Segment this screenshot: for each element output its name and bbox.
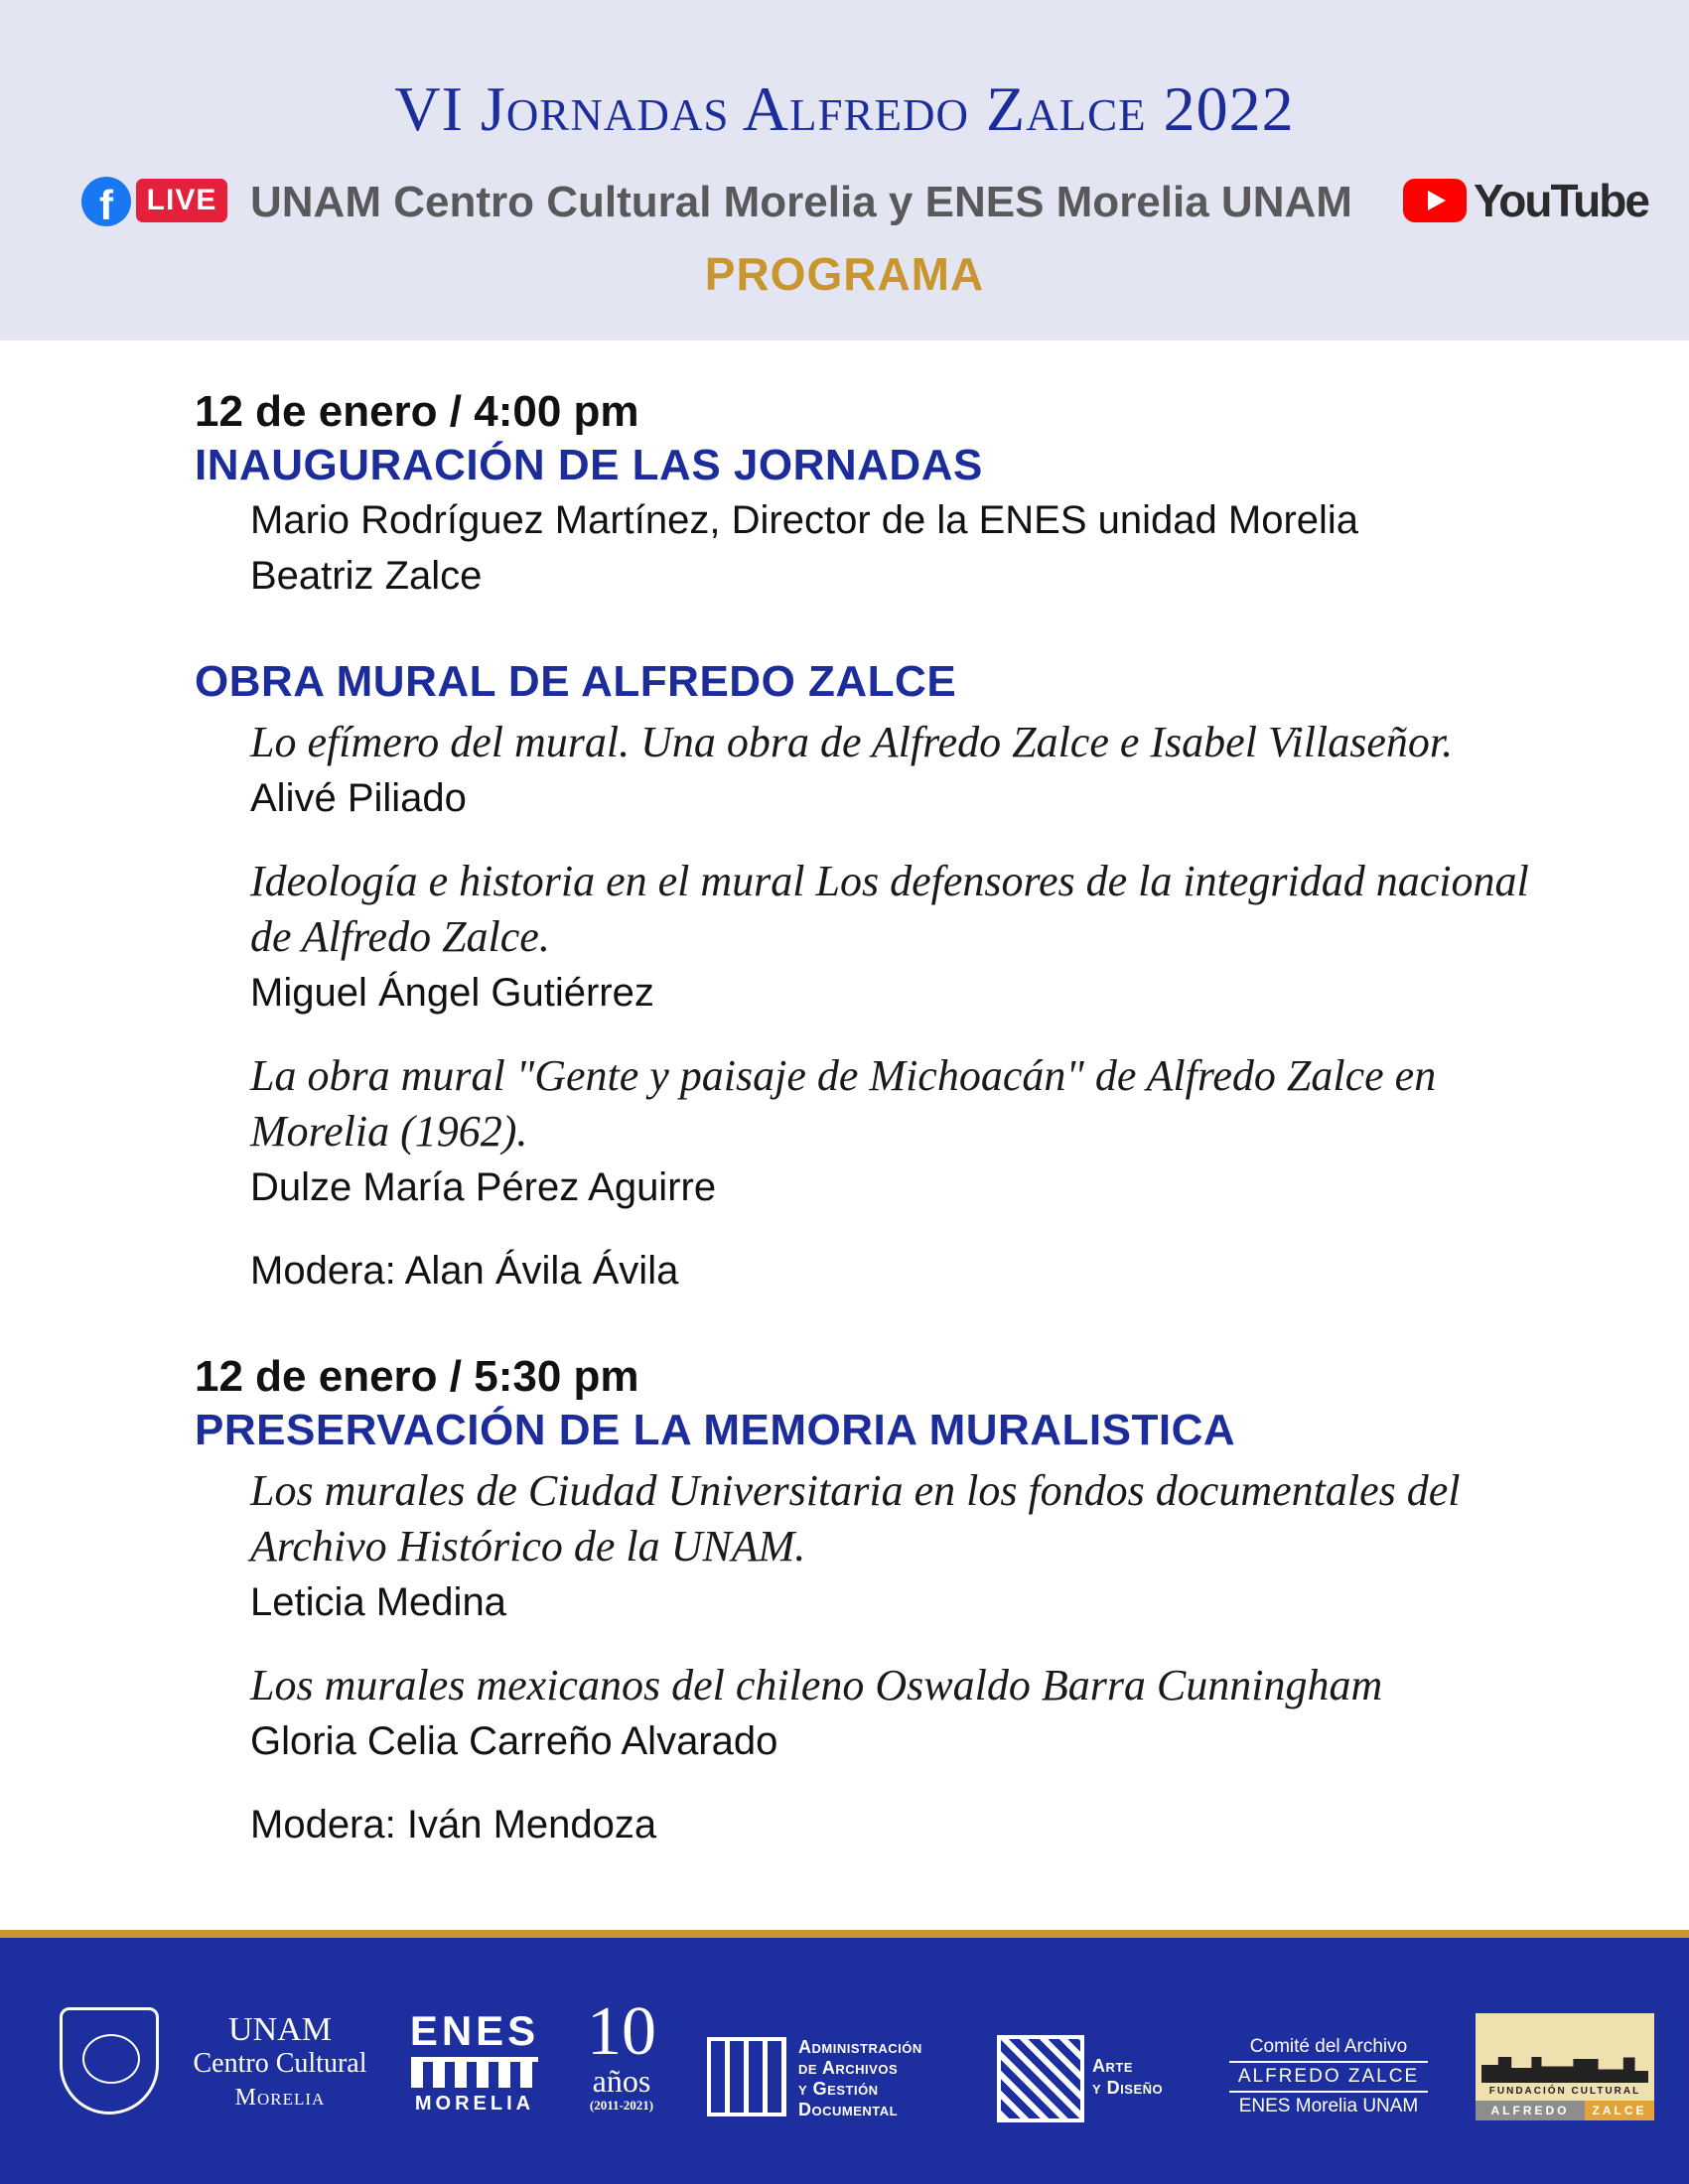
- logo-text: FUNDACIÓN CULTURAL: [1488, 2086, 1641, 2097]
- channels-text: UNAM Centro Cultural Morelia y ENES Morelia UNAM: [250, 178, 1352, 226]
- talk-title: Los murales mexicanos del chileno Oswaldo Barra Cunningham: [250, 1661, 1383, 1709]
- talk-item: [250, 715, 1525, 826]
- unam-shield-icon: [60, 2007, 159, 2115]
- logo-text: Arte: [1092, 2056, 1133, 2076]
- facebook-icon: f: [81, 177, 131, 226]
- logo-administracion-archivos: [798, 2037, 922, 2120]
- logo-fundacion-alfredo-zalce: [1476, 2013, 1654, 2120]
- participant: Beatriz Zalce: [250, 554, 483, 598]
- logo-text: ENES Morelia UNAM: [1238, 2096, 1419, 2116]
- moderator: Modera: Iván Mendoza: [250, 1803, 657, 1846]
- logo-text: ALFREDO: [1476, 2101, 1585, 2120]
- talk-speaker: Leticia Medina: [250, 1580, 506, 1624]
- participant: Mario Rodríguez Martínez, Director de la ENES unidad Morelia: [250, 498, 1359, 542]
- columns-icon: [411, 2057, 538, 2088]
- logo-10-anos: [574, 1993, 669, 2115]
- talk-title: Ideología e historia en el mural Los defensores de la integridad nacional de Alfredo Zalce.: [250, 857, 1529, 961]
- session-datetime: 12 de enero / 5:30 pm: [195, 1352, 639, 1401]
- logo-bar: [1476, 2101, 1654, 2120]
- logo-text: Morelia: [234, 2085, 326, 2111]
- participants-list: [195, 492, 1525, 604]
- youtube-wordmark: YouTube: [1474, 175, 1648, 226]
- logo-text: MORELIA: [414, 2093, 535, 2115]
- talk-speaker: Gloria Celia Carreño Alvarado: [250, 1719, 778, 1763]
- talk-item: [250, 854, 1529, 1021]
- programa-heading: PROGRAMA: [704, 248, 985, 300]
- logo-arte-diseno: [1092, 2055, 1163, 2099]
- talk-item: [250, 1658, 1525, 1769]
- logo-text: Administración: [798, 2037, 922, 2057]
- logo-enes-morelia: [405, 2009, 544, 2119]
- youtube-play-icon: [1403, 179, 1467, 222]
- session-obra-mural: [195, 655, 1529, 1298]
- talk-item: [250, 1048, 1525, 1215]
- talk-speaker: Miguel Ángel Gutiérrez: [250, 971, 654, 1015]
- logo-text: ZALCE: [1585, 2101, 1654, 2120]
- footer-divider: [0, 1930, 1689, 1938]
- archive-columns-icon: [707, 2037, 786, 2116]
- logo-text: y Gestión: [798, 2079, 879, 2099]
- logo-comite-archivo: [1229, 2033, 1428, 2120]
- session-title: INAUGURACIÓN DE LAS JORNADAS: [195, 441, 983, 489]
- session-title: PRESERVACIÓN DE LA MEMORIA MURALISTICA: [195, 1406, 1236, 1454]
- talk-title: Los murales de Ciudad Universitaria en los fondos documentales del Archivo Histórico de la UNAM.: [250, 1466, 1461, 1570]
- live-badge: LIVE: [136, 179, 227, 222]
- talks-list: [195, 1463, 1525, 1852]
- arte-diseno-icon: [997, 2035, 1084, 2122]
- footer-logos: [0, 1938, 1689, 2184]
- talks-list: [195, 715, 1529, 1298]
- session-preservacion: [195, 1350, 1525, 1852]
- program-content: [195, 385, 1529, 1904]
- talk-speaker: Alivé Piliado: [250, 776, 467, 820]
- event-title: VI Jornadas Alfredo Zalce 2022: [394, 73, 1295, 144]
- logo-text: ENES: [409, 2007, 540, 2054]
- header-banner: [0, 0, 1689, 341]
- session-datetime: 12 de enero / 4:00 pm: [195, 387, 639, 436]
- talk-speaker: Dulze María Pérez Aguirre: [250, 1165, 717, 1209]
- logo-text: (2011-2021): [589, 2098, 654, 2113]
- logo-text: Comité del Archivo: [1249, 2036, 1408, 2057]
- session-inauguracion: [195, 385, 1525, 604]
- talk-item: [250, 1463, 1525, 1630]
- logo-text: y Diseño: [1092, 2078, 1164, 2098]
- logo-text: años: [592, 2063, 651, 2099]
- session-title: OBRA MURAL DE ALFREDO ZALCE: [195, 657, 957, 706]
- moderator: Modera: Alan Ávila Ávila: [250, 1249, 679, 1293]
- channel-row: [0, 171, 1689, 234]
- talk-title: Lo efímero del mural. Una obra de Alfredo Zalce e Isabel Villaseñor.: [250, 718, 1454, 766]
- logo-text: de Archivos: [798, 2058, 899, 2078]
- logo-text: 10: [587, 1993, 656, 2070]
- logo-text: UNAM: [228, 2011, 332, 2048]
- logo-text: Documental: [798, 2100, 899, 2119]
- logo-text: Centro Cultural: [193, 2048, 367, 2079]
- logo-unam-centro-cultural: [181, 2013, 379, 2115]
- skyline-icon: [1481, 2053, 1648, 2083]
- talk-title: La obra mural "Gente y paisaje de Michoacán" de Alfredo Zalce en Morelia (1962).: [250, 1051, 1437, 1156]
- logo-text: ALFREDO ZALCE: [1229, 2061, 1428, 2093]
